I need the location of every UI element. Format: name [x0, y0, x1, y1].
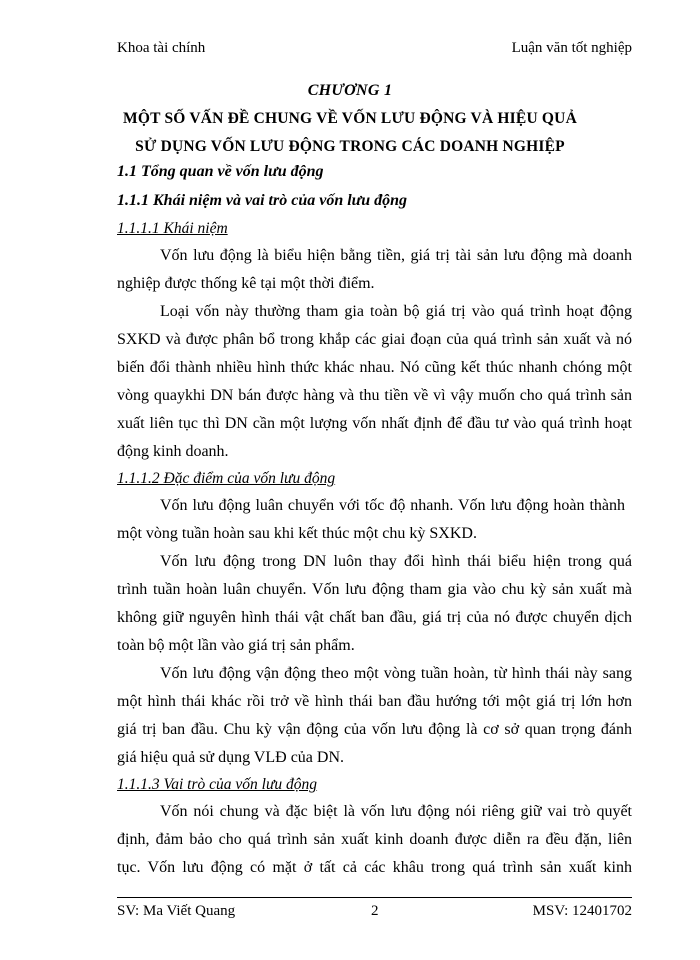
subsection-heading-characteristics: 1.1.1.2 Đặc điểm của vốn lưu động	[117, 470, 336, 487]
page-number: 2	[371, 903, 379, 919]
body-line: Vốn nói chung và đặc biệt là vốn lưu động nói riêng giữ vai trò quyết	[160, 803, 632, 820]
body-line: giá hiệu quả sử dụng VLĐ của DN.	[117, 749, 344, 766]
header-document-type: Luận văn tốt nghiệp	[511, 40, 632, 56]
body-line: một hình thái khác rồi trở về hình thái ban đầu hướng tới một giá trị lớn hơn	[117, 693, 632, 710]
footer-student-id: MSV: 12401702	[532, 903, 632, 919]
footer-student-name: SV: Ma Viết Quang	[117, 903, 236, 919]
body-line: định, đảm bảo cho quá trình sản xuất kinh doanh được diễn ra đều đặn, liên	[117, 831, 632, 848]
subsection-heading-role: 1.1.1.3 Vai trò của vốn lưu động	[117, 776, 318, 793]
body-line: SXKD và được phân bổ trong khắp các giai đoạn của quá trình sản xuất và nó	[117, 331, 632, 348]
body-line: Vốn lưu động trong DN luôn thay đổi hình thái biểu hiện trong quá	[160, 553, 632, 570]
body-line: biến đổi thành nhiều hình thức khác nhau. Nó cũng kết thúc nhanh chóng một	[117, 359, 632, 376]
body-line: một vòng tuần hoàn sau khi kết thúc một chu kỳ SXKD.	[117, 525, 477, 542]
chapter-title-line-1: MỘT SỐ VẤN ĐỀ CHUNG VỀ VỐN LƯU ĐỘNG VÀ HIỆU QUẢ	[123, 110, 577, 127]
body-line: Loại vốn này thường tham gia toàn bộ giá trị vào quá trình hoạt động	[160, 303, 632, 320]
section-heading-1-1: 1.1 Tổng quan về vốn lưu động	[117, 163, 324, 180]
body-line: Vốn lưu động là biểu hiện bằng tiền, giá trị tài sản lưu động mà doanh	[160, 247, 632, 264]
body-line: động kinh doanh.	[117, 443, 229, 460]
body-line: xuất liên tục thì DN cần một lượng vốn nhất định để đầu tư vào quá trình hoạt	[117, 415, 632, 432]
subsection-heading-definition: 1.1.1.1 Khái niệm	[117, 220, 228, 237]
body-line: tục. Vốn lưu động có mặt ở tất cả các khâu trong quá trình sản xuất kinh	[117, 859, 632, 876]
body-line: vòng quaykhi DN bán được hàng và thu tiền về vì vậy muốn cho quá trình sản	[117, 387, 632, 404]
section-heading-1-1-1: 1.1.1 Khái niệm và vai trò của vốn lưu động	[117, 192, 408, 209]
footer-divider	[117, 897, 632, 898]
chapter-heading: CHƯƠNG 1	[307, 82, 393, 99]
body-line: nghiệp được thống kê tại một thời điểm.	[117, 275, 375, 292]
body-line: Vốn lưu động luân chuyển với tốc độ nhanh. Vốn lưu động hoàn thành	[160, 497, 625, 514]
header-faculty: Khoa tài chính	[117, 40, 206, 56]
chapter-title-line-2: SỬ DỤNG VỐN LƯU ĐỘNG TRONG CÁC DOANH NGHIỆP	[135, 138, 565, 155]
body-line: Vốn lưu động vận động theo một vòng tuần hoàn, từ hình thái này sang	[160, 665, 632, 682]
body-line: giá trị ban đầu. Chu kỳ vận động của vốn lưu động là cơ sở quan trọng đánh	[117, 721, 632, 738]
body-line: trình tuần hoàn luân chuyển. Vốn lưu động tham gia vào chu kỳ sản xuất mà	[117, 581, 632, 598]
body-line: toàn bộ một lần vào giá trị sản phẩm.	[117, 637, 355, 654]
body-line: không giữ nguyên hình thái vật chất ban đầu, giá trị của nó được chuyển dịch	[117, 609, 632, 626]
